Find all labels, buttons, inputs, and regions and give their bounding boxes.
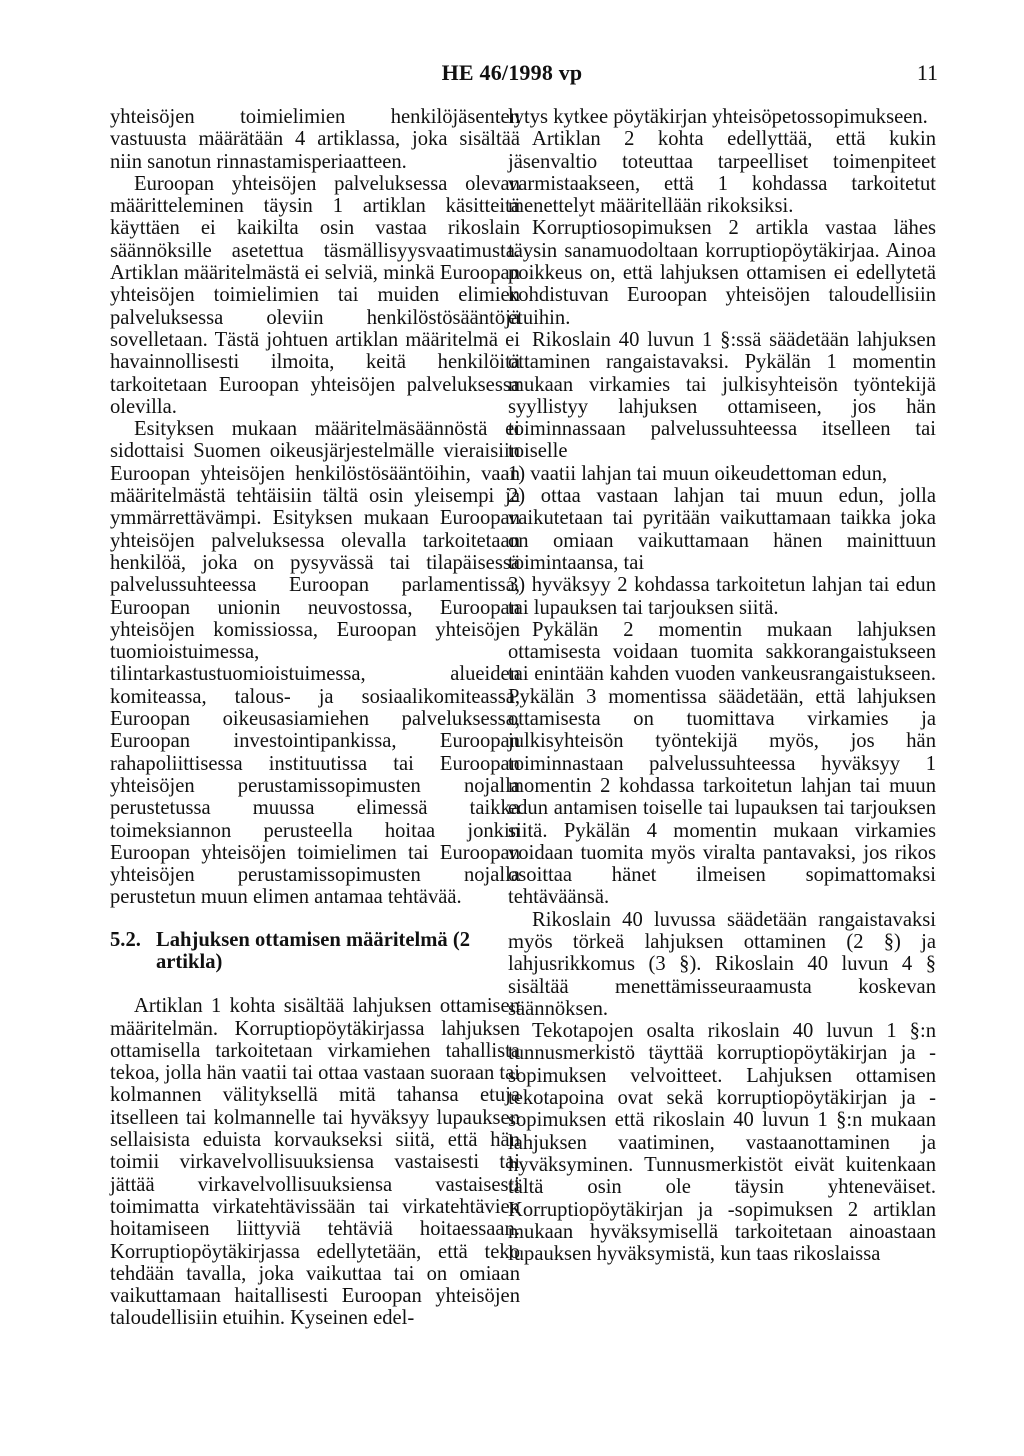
page-number: 11 — [916, 60, 938, 85]
paragraph: yhteisöjen toimielimien henkilöjäsenten vastuusta määrätään 4 artiklassa, joka sisältää niin sanotun rinnastamisperiaatteen. — [110, 106, 520, 173]
list-item: 1) vaatii lahjan tai muun oikeudettoman edun, — [508, 462, 888, 485]
paragraph: lytys kytkee pöytäkirjan yhteisöpetossopimukseen. — [508, 106, 928, 128]
paragraph: Tekotapojen osalta rikoslain 40 luvun 1 §:n tunnusmerkistö täyttää korruptiopöytäkirjan ja -sopimuksen velvoitteet. Lahjuksen ottamisen tekotapoina ovat sekä korruptiopöytäkirjan ja -sopimuksen että rikoslain 40 luvun 1 §:n mukaan lahjuksen vaatiminen, vastaanottaminen ja hyväksyminen. Tunnusmerkistöt eivät kuitenkaan tältä osin ole täysin yhteneväiset. Korruptiopöytäkirjan ja -sopimuksen 2 artiklan mukaan hyväksymisellä tarkoitetaan ainoastaan lupauksen hyväksymistä, kun taas rikoslaissa — [508, 1020, 936, 1266]
paragraph: Pykälän 2 momentin mukaan lahjuksen ottamisesta voidaan tuomita sakkorangaistukseen tai enintään kahden vuoden vankeusrangaistukseen. Pykälän 3 momentissa säädetään, että lahjuksen ottamisesta on tuomittava virkamies ja julkisyhteisön työntekijä myös, jos hän toiminnastaan palvelussuhteessa hyväksyy 1 momentin 2 kohdassa tarkoitetun lahjan tai muun edun antamisen toiselle tai lupauksen tai tarjouksen siitä. Pykälän 4 momentin mukaan virkamies voidaan tuomita myös viralta pantavaksi, jos rikos osoittaa hänet ilmeisen sopimattomaksi tehtäväänsä. — [508, 618, 936, 909]
page-header — [0, 60, 1024, 90]
list-item: 2) ottaa vastaan lahjan tai muun edun, jolla vaikutetaan tai pyritään vaikuttamaan taikka joka on omiaan vaikuttamaan hänen mainittuun toimintaansa, tai — [508, 485, 936, 574]
right-column — [508, 106, 936, 1265]
paragraph: Esityksen mukaan määritelmäsäännöstä ei sidottaisi Suomen oikeusjärjestelmälle vieraisiin Euroopan yhteisöjen henkilöstösääntöihin, vaan määritelmästä tehtäisiin tältä osin yleisempi ja ymmärrettävämpi. Esityksen mukaan Euroopan yhteisöjen palveluksessa olevalla tarkoitetaan henkilöä, joka on pysyvässä tai tilapäisessä palvelussuhteessa Euroopan parlamentissa, Euroopan unionin neuvostossa, Euroopan yhteisöjen komissiossa, Euroopan yhteisöjen tuomioistuimessa, tilintarkastustuomioistuimessa, alueiden komiteassa, talous- ja sosiaalikomiteassa, Euroopan oikeusasiamiehen palveluksessa, Euroopan investointipankissa, Euroopan rahapoliittisessa instituutissa tai Euroopan yhteisöjen perustamissopimusten nojalla perustetussa muussa elimessä taikka toimeksiannon perusteella hoitaa jonkin Euroopan yhteisöjen toimielimen tai Euroopan yhteisöjen perustamissopimusten nojalla perustetun muun elimen antamaa tehtävää. — [110, 418, 520, 909]
paragraph: Rikoslain 40 luvun 1 §:ssä säädetään lahjuksen ottaminen rangaistavaksi. Pykälän 1 momentin mukaan virkamies tai julkisyhteisön työntekijä syyllistyy lahjuksen ottamiseen, jos hän toiminnassaan palvelussuhteessa itselleen tai toiselle — [508, 328, 936, 463]
paragraph: Artiklan 1 kohta sisältää lahjuksen ottamisen määritelmän. Korruptiopöytäkirjassa lahjuksen ottamisella tarkoitetaan virkamiehen tahallista tekoa, jolla hän vaatii tai ottaa vastaan suoraan tai kolmannen välityksellä mitä tahansa etuja itselleen tai kolmannelle tai hyväksyy lupauksen sellaisista eduista korvaukseksi siitä, että hän toimii virkavelvollisuuksiensa vastaisesti tai jättää virkavelvollisuuksiensa vastaisesti toimimatta virkatehtävissään tai virkatehtävien hoitamiseen liittyviä tehtäviä hoitaessaan. Korruptiopöytäkirjassa edellytetään, että teko tehdään tavalla, joka vaikuttaa tai on omiaan vaikuttamaan haitallisesti Euroopan yhteisöjen taloudellisiin etuihin. Kyseinen edel- — [110, 995, 520, 1330]
section-number: 5.2. — [110, 928, 141, 951]
paragraph: Artiklan 2 kohta edellyttää, että kukin jäsenvaltio toteuttaa tarpeelliset toimenpiteet varmistaakseen, että 1 kohdassa tarkoitetut menettelyt määritellään rikoksiksi. — [508, 128, 936, 218]
paragraph: Korruptiosopimuksen 2 artikla vastaa lähes täysin sanamuodoltaan korruptiopöytäkirjaa. Ainoa poikkeus on, että lahjuksen ottamisen ei edellytetä kohdistuvan Euroopan yhteisöjen taloudellisiin etuihin. — [508, 217, 936, 329]
left-column — [110, 106, 520, 1330]
paragraph: Rikoslain 40 luvussa säädetään rangaistavaksi myös törkeä lahjuksen ottaminen (2 §) ja lahjusrikkomus (3 §). Rikoslain 40 luvun 4 § sisältää menettämisseuraamusta koskevan säännöksen. — [508, 908, 936, 1020]
section-title: Lahjuksen ottamisen määritelmä (2 artikla) — [156, 928, 471, 973]
list-item: 3) hyväksyy 2 kohdassa tarkoitetun lahjan tai edun tai lupauksen tai tarjouksen siitä. — [508, 574, 936, 619]
section-heading — [110, 929, 520, 974]
paragraph: Euroopan yhteisöjen palveluksessa olevan määritteleminen täysin 1 artiklan käsitteitä käyttäen ei kaikilta osin vastaa rikoslain säännöksille asetettua täsmällisyysvaatimusta. Artiklan määritelmästä ei selviä, minkä Euroopan yhteisöjen toimielimien tai muiden elimien palveluksessa oleviin henkilöstösääntöjä sovelletaan. Tästä johtuen artiklan määritelmä ei havainnollisesti ilmoita, keitä henkilöitä tarkoitetaan Euroopan yhteisöjen palveluksessa olevilla. — [110, 172, 520, 418]
document-id: HE 46/1998 vp — [441, 60, 583, 85]
